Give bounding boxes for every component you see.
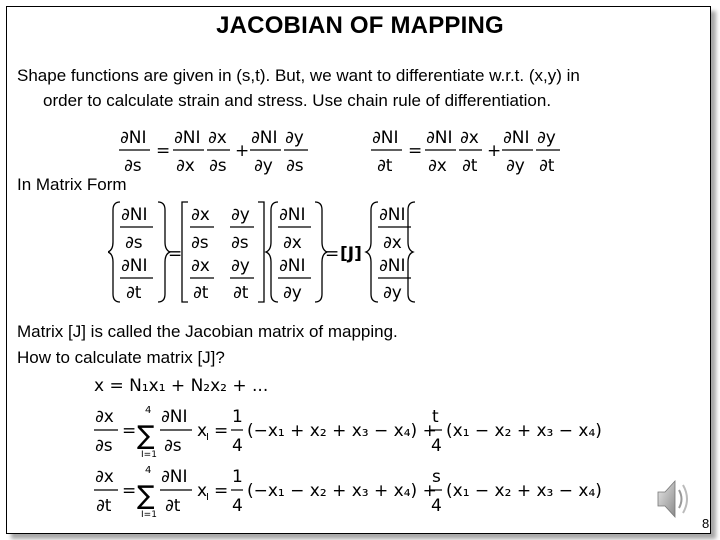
how-to-question: How to calculate matrix [J]?	[17, 348, 225, 367]
svg-text:∂NI: ∂NI	[426, 128, 453, 148]
svg-text:∂t: ∂t	[165, 496, 181, 516]
svg-text:∂y: ∂y	[231, 205, 250, 225]
matrix-form-label: In Matrix Form	[17, 175, 127, 194]
jacobian-note: Matrix [J] is called the Jacobian matrix of mapping.	[17, 322, 398, 341]
intro-line-2: order to calculate strain and stress. Use chain rule of differentiation.	[43, 91, 552, 110]
svg-text:∂y: ∂y	[383, 283, 402, 303]
svg-text:∂x: ∂x	[460, 128, 479, 148]
svg-text:∂y: ∂y	[231, 256, 250, 276]
svg-text:∂s: ∂s	[95, 436, 113, 456]
speaker-icon[interactable]	[656, 476, 692, 527]
svg-text:∂NI: ∂NI	[379, 256, 406, 276]
svg-text:∂t: ∂t	[462, 156, 478, 176]
svg-text:∂s: ∂s	[209, 156, 227, 176]
svg-text:∂NI: ∂NI	[279, 205, 306, 225]
svg-text:[J]: [J]	[340, 244, 362, 264]
svg-text:(x₁ − x₂ + x₃ − x₄): (x₁ − x₂ + x₃ − x₄)	[446, 481, 602, 501]
svg-text:∂y: ∂y	[283, 283, 302, 303]
svg-text:I=1: I=1	[141, 450, 157, 460]
svg-text:I=1: I=1	[141, 510, 157, 520]
svg-text:∂s: ∂s	[125, 233, 143, 253]
svg-text:4: 4	[232, 436, 243, 456]
svg-text:1: 1	[232, 407, 243, 427]
svg-text:∂s: ∂s	[231, 233, 249, 253]
svg-text:=: =	[214, 481, 229, 501]
svg-text:=: =	[408, 141, 423, 161]
svg-text:+: +	[487, 141, 502, 161]
svg-text:∂y: ∂y	[285, 128, 304, 148]
svg-text:(x₁ − x₂ + x₃ − x₄): (x₁ − x₂ + x₃ − x₄)	[446, 421, 602, 441]
svg-text:∂t: ∂t	[377, 156, 393, 176]
dxdt-equation	[94, 460, 614, 522]
svg-text:∂y: ∂y	[537, 128, 556, 148]
svg-text:∂x: ∂x	[95, 407, 114, 427]
svg-text:∂y: ∂y	[506, 156, 525, 176]
svg-text:=: =	[156, 141, 171, 161]
svg-text:∂x: ∂x	[191, 205, 210, 225]
svg-text:x: x	[197, 421, 208, 441]
svg-text:x: x	[197, 481, 208, 501]
svg-text:=: =	[325, 244, 340, 264]
svg-text:t: t	[432, 407, 439, 427]
svg-text:=: =	[168, 244, 183, 264]
svg-text:∂NI: ∂NI	[161, 467, 188, 487]
svg-text:∂t: ∂t	[193, 283, 209, 303]
svg-text:=: =	[122, 481, 137, 501]
svg-text:∂x: ∂x	[95, 467, 114, 487]
intro-line-1: Shape functions are given in (s,t). But, we want to differentiate w.r.t. (x,y) in	[17, 66, 580, 85]
svg-text:4: 4	[145, 465, 152, 476]
svg-text:∂x: ∂x	[176, 156, 195, 176]
svg-text:4: 4	[431, 436, 442, 456]
slide-title: JACOBIAN OF MAPPING	[216, 12, 504, 39]
svg-text:(−x₁ − x₂ + x₃ + x₄) +: (−x₁ − x₂ + x₃ + x₄) +	[247, 481, 437, 501]
svg-text:∑: ∑	[137, 481, 155, 511]
svg-text:∂NI: ∂NI	[161, 407, 188, 427]
svg-text:∂t: ∂t	[126, 283, 142, 303]
svg-text:4: 4	[232, 496, 243, 516]
svg-text:∂NI: ∂NI	[251, 128, 278, 148]
svg-text:∂x: ∂x	[283, 233, 302, 253]
svg-text:s: s	[432, 467, 441, 487]
svg-text:∑: ∑	[137, 421, 155, 451]
svg-text:∂t: ∂t	[233, 283, 249, 303]
svg-text:∂NI: ∂NI	[503, 128, 530, 148]
svg-text:∂s: ∂s	[191, 233, 209, 253]
svg-text:∂t: ∂t	[539, 156, 555, 176]
svg-text:4: 4	[431, 496, 442, 516]
svg-text:∂NI: ∂NI	[279, 256, 306, 276]
svg-text:∂NI: ∂NI	[174, 128, 201, 148]
svg-text:I: I	[206, 432, 209, 443]
matrix-equation	[108, 198, 418, 308]
page-number: 8	[702, 516, 710, 531]
svg-text:=: =	[214, 421, 229, 441]
svg-text:∂s: ∂s	[124, 156, 142, 176]
svg-text:∂x: ∂x	[428, 156, 447, 176]
svg-text:∂x: ∂x	[383, 233, 402, 253]
svg-text:∂NI: ∂NI	[121, 205, 148, 225]
svg-text:∂NI: ∂NI	[379, 205, 406, 225]
svg-text:∂s: ∂s	[286, 156, 304, 176]
svg-text:1: 1	[232, 467, 243, 487]
svg-text:∂NI: ∂NI	[372, 128, 399, 148]
svg-text:∂s: ∂s	[164, 436, 182, 456]
chain-rule-s-equation	[118, 122, 318, 180]
dxds-equation	[94, 400, 614, 462]
svg-text:+: +	[235, 141, 250, 161]
svg-text:∂x: ∂x	[208, 128, 227, 148]
chain-rule-t-equation	[370, 122, 570, 180]
svg-text:x = N₁x₁ + N₂x₂ + ...: x = N₁x₁ + N₂x₂ + ...	[94, 376, 269, 396]
svg-text:=: =	[122, 421, 137, 441]
svg-text:∂y: ∂y	[254, 156, 273, 176]
svg-text:∂NI: ∂NI	[121, 256, 148, 276]
svg-text:(−x₁ + x₂ + x₃ − x₄) +: (−x₁ + x₂ + x₃ − x₄) +	[247, 421, 437, 441]
x-expansion-equation	[94, 372, 294, 398]
svg-text:I: I	[206, 492, 209, 503]
svg-text:∂t: ∂t	[96, 496, 112, 516]
svg-text:4: 4	[145, 405, 152, 416]
svg-text:∂x: ∂x	[191, 256, 210, 276]
svg-text:∂NI: ∂NI	[120, 128, 147, 148]
